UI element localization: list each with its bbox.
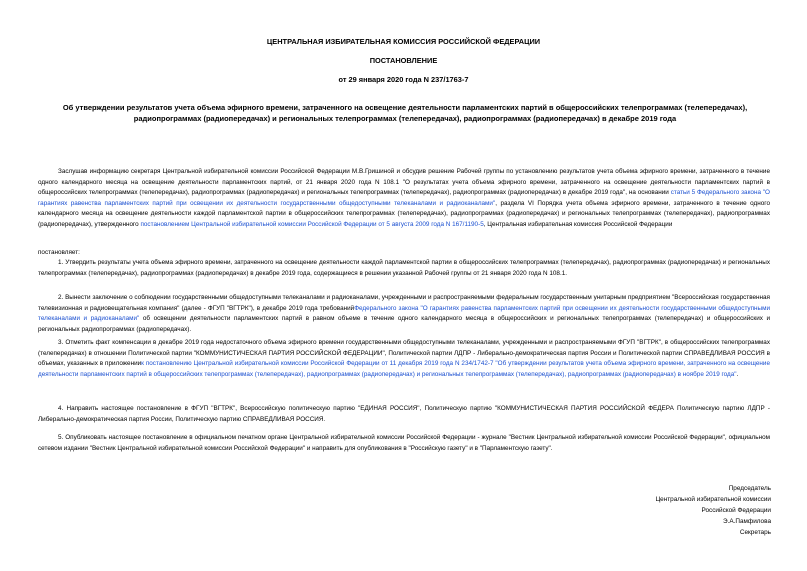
item-3-paragraph [38, 338, 770, 380]
item-3-text-2: . [736, 370, 739, 378]
signature-organization: Центральной избирательной комиссии [655, 496, 771, 503]
federal-law-article-5-link[interactable]: статьи 5 Федерального закона "О гарантиях равенства парламентских партий при освещении их деятельности государственными общедоступными телеканалами и радиоканалами" [38, 189, 770, 207]
preamble-text-1: Заслушав информацию секретаря Центральной избирательной комиссии Российской Федерации М.В.Гришиной и обсудив решение Рабочей группы по установлению результатов учета объема эфирного времени, затраченного в течение одного календарного месяца на освещение деятельности парламентских партий, от 21 января 2020 года N 108.1 "О результатах учета объема эфирного времени, затраченного на освещение деятельности парламентских партий в общероссийских телепрограммах (телепередачах), радиопрограммах (радиопередачах) и региональных телепрограммах (телепередачах), радиопрограммах (радиопередачах) в декабре 2019 года", на основании [38, 168, 770, 197]
signature-name: Э.А.Памфилова [722, 518, 771, 525]
secretary-label: Секретарь [739, 529, 771, 536]
organization-heading: ЦЕНТРАЛЬНАЯ ИЗБИРАТЕЛЬНАЯ КОМИССИЯ РОССИЙСКОЙ ФЕДЕРАЦИИ [266, 37, 541, 46]
preamble-paragraph [38, 167, 770, 231]
federal-law-guarantees-link[interactable]: Федерального закона "О гарантиях равенства парламентских партий при освещении их деятельности государственными общедоступными телеканалами и радиоканалами" [38, 304, 770, 323]
signature-country: Российской Федерации [701, 507, 771, 514]
item-1-text: 1. Утвердить результаты учета объема эфирного времени, затраченного на освещение деятельности каждой парламентской партии в общероссийских телепрограммах (телепередачах), радиопрограммах (радиопередачах) и региональных телепрограммах (телепередачах), радиопрограммах (радиопередачах) в декабре 2019 года, содержащиеся в решении указанной Рабочей группы от 21 января 2020 года N 108.1. [38, 259, 770, 277]
item-5-text: 5. Опубликовать настоящее постановление в официальном печатном органе Центральной избирательной комиссии Российской Федерации - журнале "Вестник Центральной избирательной комиссии Российской Федерации", официальном сетевом издании "Вестник Центральной избирательной комиссии Российской Федерации" и направить для опубликования в "Российскую газету" и в "Парламентскую газету". [38, 434, 770, 452]
cec-resolution-2019-link[interactable]: к постановлению Центральной избирательной комиссии Российской Федерации от 11 декабря 2019 года N 234/1742-7 "Об утверждении результатов учета объема эфирного времени, затраченного на освещение деятельности парламентских партий в общероссийских телепрограммах (телепередачах), радиопрограммах (радиопередачах) и региональных телепрограммах (телепередачах), радиопрограммах (радиопередачах) в ноябре 2019 года" [38, 360, 770, 378]
resolves-label: постановляет: [38, 249, 80, 256]
cec-resolution-2009-link[interactable]: постановлением Центральной избирательной комиссии Российской Федерации от 5 августа 2009 года N 167/1190-5 [140, 220, 484, 228]
preamble-text-2: , раздела VI Порядка учета объема эфирного времени, затраченного в течение одного календарного месяца на освещение деятельности каждой парламентской партии в общероссийских телепрограммах (телепередачах), радиопрограммах (радиопередачах) и региональных телепрограммах (телепередачах), радиопрограммах (радиопередачах), утвержденного [38, 199, 770, 228]
item-2-paragraph [38, 293, 770, 335]
document-date-number: от 29 января 2020 года N 237/1763-7 [338, 75, 469, 84]
document-type-heading: ПОСТАНОВЛЕНИЕ [369, 56, 438, 65]
item-5-paragraph [38, 433, 770, 454]
preamble-text-3: , Центральная избирательная комиссия Российской Федерации [483, 220, 673, 228]
item-1-paragraph [38, 258, 770, 279]
item-2-text-1: 2. Вынести заключение о соблюдении государственными общедоступными телеканалами и радиоканалами, учрежденными и распространяемыми федеральным государственным унитарным предприятием "Всероссийская государственная телевизионная и радиовещательная компания" (далее - ФГУП "ВГТРК"), в декабре 2019 года требований [38, 294, 770, 312]
signature-title: Председатель [728, 485, 771, 492]
item-4-paragraph [38, 404, 770, 425]
item-4-text: 4. Направить настоящее постановление в ФГУП "ВГТРК", Всероссийскую политическую партию "ЕДИНАЯ РОССИЯ", Политическую партию "КОММУНИСТИЧЕСКАЯ ПАРТИЯ РОССИЙСКОЙ ФЕДЕРА Политическую партию ЛДПР - Либерально-демократическая партия России, Политическую партию СПРАВЕДЛИВАЯ РОССИЯ. [38, 405, 770, 423]
item-3-text-1: 3. Отметить факт компенсации в декабре 2019 года недостаточного объема эфирного времени государственными общедоступными телеканалами, учрежденными и распространяемыми ФГУП "ВГТРК", в общероссийских телепрограммах (телепередачах) в отношении Политической партии "КОММУНИСТИЧЕСКАЯ ПАРТИЯ РОССИЙСКОЙ ФЕДЕРАЦИИ", Политической партии ЛДПР - Либерально-демократическая партия России и Политической партии СПРАВЕДЛИВАЯ РОССИЯ в объемах, указанных в приложении [38, 339, 770, 368]
item-2-text-2: об освещении деятельности парламентских партий в равном объеме в течение одного календарного месяца в общероссийских и региональных телепрограммах (телепередачах) и общероссийских и региональных радиопрограммах (радиопередачах). [38, 315, 771, 333]
document-title: Об утверждении результатов учета объема эфирного времени, затраченного на освещение деятельности парламентских партий в общероссийских телепрограммах (телепередачах), радиопрограммах (радиопередачах) и региональных телепрограммах (телепередачах), радиопрограммах (радиопередачах) в декабре 2019 года [62, 103, 748, 123]
